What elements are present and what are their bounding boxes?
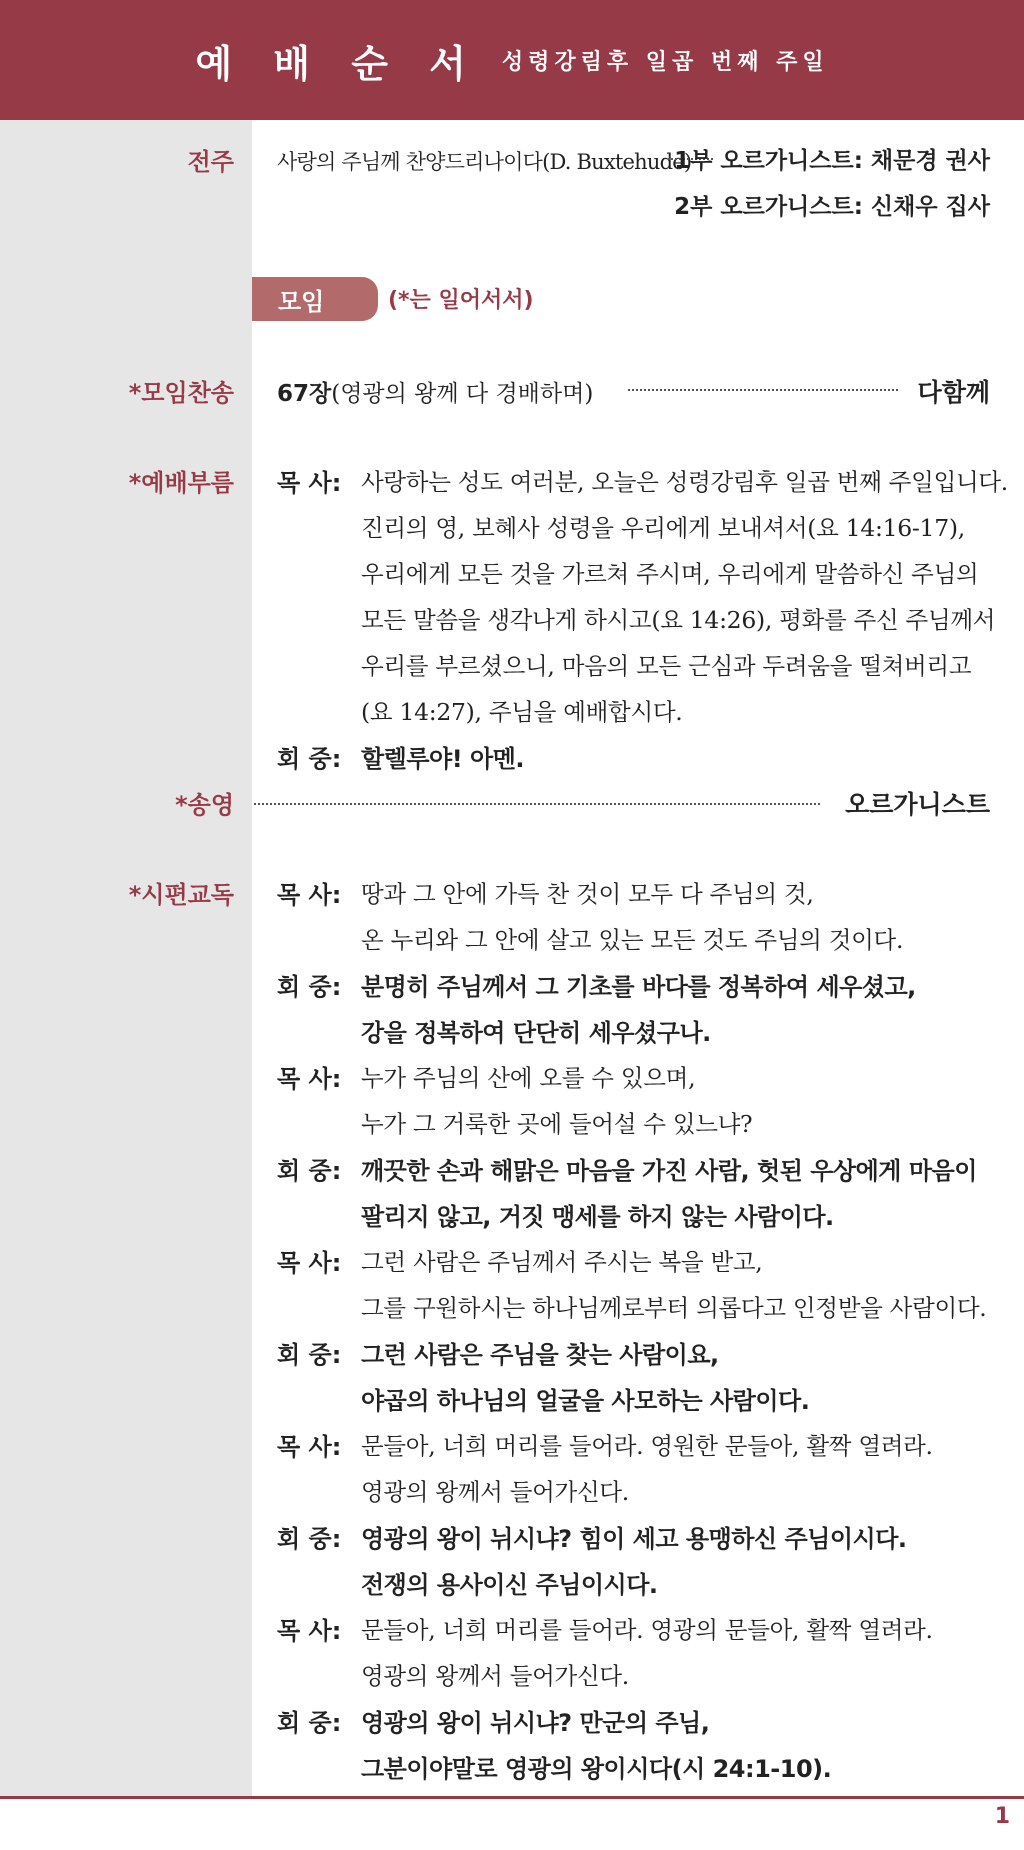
- role-label: 회 중:: [277, 1708, 342, 1737]
- psalm-line: [277, 1467, 992, 1513]
- psalm-text: 문들아, 너희 머리를 들어라. 영광의 문들아, 활짝 열려라.: [361, 1616, 933, 1644]
- doxology-leader: [254, 803, 820, 805]
- call-line: [277, 503, 992, 549]
- psalm-line: [277, 915, 992, 961]
- call-text: (요 14:27), 주님을 예배합시다.: [361, 698, 683, 726]
- call-line: [277, 549, 992, 595]
- psalm-text: 그분이야말로 영광의 왕이시다(시 24:1-10).: [361, 1754, 832, 1783]
- hymn-leader: [628, 389, 898, 391]
- psalm-line: [277, 1605, 992, 1651]
- section-badge: 모임: [252, 277, 378, 321]
- role-label: 회 중:: [277, 1340, 342, 1369]
- call-line: [277, 687, 992, 733]
- role-label: 목 사:: [277, 1064, 342, 1093]
- doxology-performer: 오르가니스트: [845, 790, 990, 819]
- psalm-text: 누가 그 거룩한 곳에 들어설 수 있느냐?: [361, 1110, 753, 1138]
- prelude-label: 전주: [187, 148, 234, 176]
- role-label: 목 사:: [277, 1616, 342, 1645]
- psalm-line: [277, 1145, 992, 1191]
- psalm-line: [277, 1697, 992, 1743]
- call-text: 진리의 영, 보혜사 성령을 우리에게 보내셔서(요 14:16-17),: [361, 514, 965, 542]
- psalm-text: 땅과 그 안에 가득 찬 것이 모두 다 주님의 것,: [361, 880, 814, 908]
- psalm-text: 그런 사람은 주님을 찾는 사람이요,: [361, 1340, 719, 1369]
- section-note: (*는 일어서서): [388, 288, 534, 313]
- organist-1: 1부 오르가니스트: 채문경 권사: [674, 148, 990, 174]
- call-line: [277, 641, 992, 687]
- psalm-text: 영광의 왕께서 들어가신다.: [361, 1662, 629, 1690]
- psalm-line: [277, 1237, 992, 1283]
- role-label: 회 중:: [277, 1524, 342, 1553]
- hymn-title: (영광의 왕께 다 경배하며): [331, 381, 594, 407]
- hymn-number: 67장: [277, 381, 332, 407]
- psalm-line: [277, 1513, 992, 1559]
- page-subtitle: 성령강림후 일곱 번째 주일: [501, 49, 829, 75]
- call-label: *예배부름: [128, 469, 234, 497]
- role-label: 목 사:: [277, 468, 342, 497]
- hymn-label: *모임찬송: [128, 379, 234, 407]
- psalm-text: 팔리지 않고, 거짓 맹세를 하지 않는 사람이다.: [361, 1202, 834, 1231]
- psalm-text: 문들아, 너희 머리를 들어라. 영원한 문들아, 활짝 열려라.: [361, 1432, 933, 1460]
- psalm-line: [277, 869, 992, 915]
- psalm-text: 누가 주님의 산에 오를 수 있으며,: [361, 1064, 696, 1092]
- call-line: [277, 595, 996, 641]
- doxology-label: *송영: [175, 791, 234, 819]
- psalm-text: 영광의 왕이 뉘시냐? 만군의 주님,: [361, 1708, 710, 1737]
- page-number: 1: [994, 1804, 1010, 1829]
- psalm-text: 온 누리와 그 안에 살고 있는 모든 것도 주님의 것이다.: [361, 926, 904, 954]
- psalm-text: 야곱의 하나님의 얼굴을 사모하는 사람이다.: [361, 1386, 810, 1415]
- call-text: 우리를 부르셨으니, 마음의 모든 근심과 두려움을 떨쳐버리고: [361, 652, 972, 680]
- psalm-text: 강을 정복하여 단단히 세우셨구나.: [361, 1018, 711, 1047]
- role-label: 회 중:: [277, 1156, 342, 1185]
- call-text: 할렐루야! 아멘.: [361, 744, 525, 773]
- psalm-text: 전쟁의 용사이신 주님이시다.: [361, 1570, 658, 1599]
- page-title: 예 배 순 서: [195, 41, 480, 86]
- role-label: 목 사:: [277, 1432, 342, 1461]
- role-label: 목 사:: [277, 1248, 342, 1277]
- psalm-text: 영광의 왕께서 들어가신다.: [361, 1478, 629, 1506]
- call-text: 모든 말씀을 생각나게 하시고(요 14:26), 평화를 주신 주님께서: [361, 606, 996, 634]
- call-to-worship: [277, 457, 1008, 779]
- role-label: 회 중:: [277, 972, 342, 1001]
- psalm-line: [277, 1743, 992, 1789]
- psalm-line: [277, 1651, 992, 1697]
- prelude-piece: 사랑의 주님께 찬양드리나이다(D. Buxtehude): [277, 150, 692, 174]
- psalm-text: 그를 구원하시는 하나님께로부터 의롭다고 인정받을 사람이다.: [361, 1294, 987, 1322]
- role-label: 회 중:: [277, 744, 342, 773]
- psalm-line: [277, 1053, 992, 1099]
- footer-rule: [0, 1796, 1024, 1799]
- psalm-line: [277, 1283, 992, 1329]
- psalm-reading: [277, 869, 992, 1789]
- psalm-line: [277, 1375, 992, 1421]
- psalm-line: [277, 1421, 992, 1467]
- psalm-line: [277, 1191, 992, 1237]
- hymn-line: [277, 375, 593, 408]
- hymn-performer: 다함께: [917, 378, 990, 407]
- call-text: 우리에게 모든 것을 가르쳐 주시며, 우리에게 말씀하신 주님의: [361, 560, 979, 588]
- psalm-line: [277, 1329, 992, 1375]
- role-label: 목 사:: [277, 880, 342, 909]
- call-line: [277, 457, 1008, 503]
- psalm-text: 분명히 주님께서 그 기초를 바다를 정복하여 세우셨고,: [361, 972, 916, 1001]
- psalm-line: [277, 961, 992, 1007]
- psalm-text: 그런 사람은 주님께서 주시는 복을 받고,: [361, 1248, 763, 1276]
- psalm-text: 영광의 왕이 뉘시냐? 힘이 세고 용맹하신 주님이시다.: [361, 1524, 907, 1553]
- organist-2: 2부 오르가니스트: 신채우 집사: [674, 194, 990, 220]
- call-line: [277, 733, 992, 779]
- psalm-line: [277, 1099, 992, 1145]
- call-text: 사랑하는 성도 여러분, 오늘은 성령강림후 일곱 번째 주일입니다.: [361, 468, 1008, 496]
- page-header: [0, 0, 1024, 120]
- label-column: [0, 120, 252, 1796]
- psalm-text: 깨끗한 손과 해맑은 마음을 가진 사람, 헛된 우상에게 마음이: [361, 1156, 977, 1185]
- psalm-line: [277, 1007, 992, 1053]
- psalm-label: *시편교독: [128, 881, 234, 909]
- psalm-line: [277, 1559, 992, 1605]
